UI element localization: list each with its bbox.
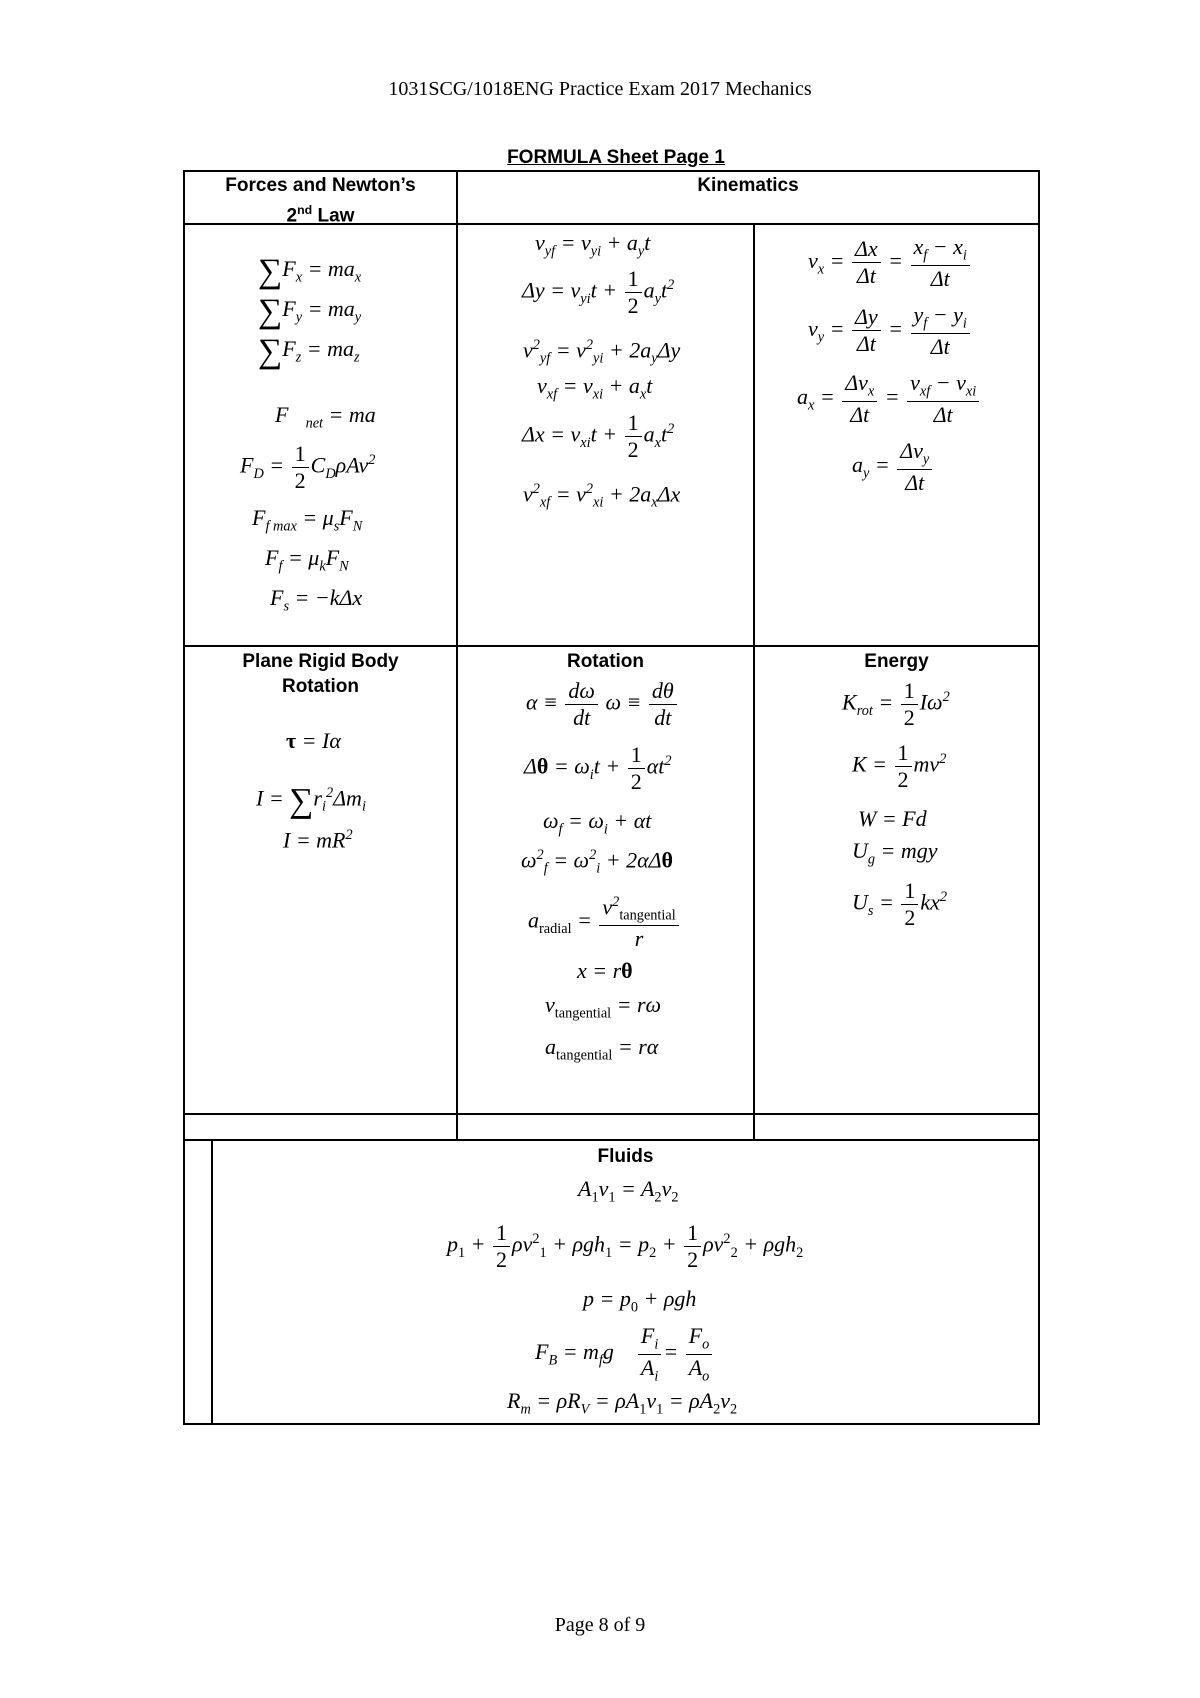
- energy-section-title: Energy: [864, 651, 929, 672]
- fluids-section-title: Fluids: [597, 1146, 654, 1167]
- page-header: 1031SCG/1018ENG Practice Exam 2017 Mechanics: [388, 78, 812, 100]
- rotation-section-title: Rotation: [566, 651, 645, 672]
- kinematics-section-title: Kinematics: [697, 175, 799, 196]
- sheet-title: FORMULA Sheet Page 1: [507, 147, 725, 168]
- page-footer: Page 8 of 9: [554, 1614, 646, 1636]
- forces-section-title: Forces and Newton’s 2nd Law: [225, 175, 416, 227]
- rigid-body-section-title: Plane Rigid Body Rotation: [242, 651, 399, 697]
